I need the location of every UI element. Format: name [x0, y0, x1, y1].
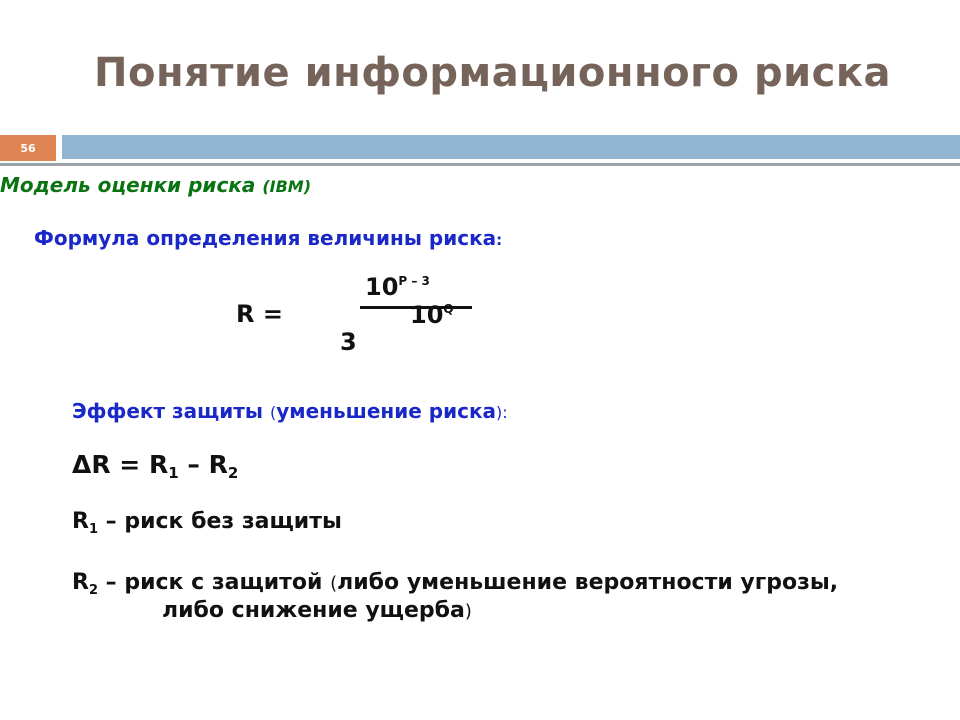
r1-definition	[72, 509, 342, 537]
r2-symbol: R	[72, 570, 89, 595]
effect-paren-open: (	[269, 403, 277, 422]
delta-sub2: 2	[227, 464, 239, 482]
r2-continuation	[162, 598, 472, 623]
formula-denominator-power	[410, 301, 454, 329]
delta-sub1: 1	[168, 464, 179, 482]
effect-heading	[72, 399, 508, 423]
effect-heading-inner: уменьшение риска	[276, 399, 497, 423]
r2-text2: либо уменьшение вероятности угрозы,	[337, 570, 839, 595]
formula-lhs: R =	[236, 300, 283, 328]
slide-title: Понятие информационного риска	[94, 50, 891, 96]
r2-definition	[72, 570, 838, 598]
r1-text: – риск без защиты	[98, 509, 342, 534]
delta-left: ΔR = R	[72, 450, 169, 479]
delta-formula	[72, 450, 238, 482]
formula-heading-text: Формула определения величины риска	[34, 226, 497, 250]
r2-text: – риск с защитой	[98, 570, 331, 595]
model-ibm: (IBM)	[262, 177, 312, 196]
r1-sub: 1	[88, 522, 98, 537]
r2-sub: 2	[88, 583, 98, 598]
numerator-exponent: P – 3	[398, 274, 430, 288]
formula-denominator-const: 3	[340, 328, 357, 356]
slide-number-badge: 56	[0, 135, 56, 161]
header-bar	[62, 135, 960, 159]
formula-heading	[34, 226, 502, 250]
header-divider	[0, 163, 960, 166]
r2-paren-open: (	[330, 573, 338, 594]
formula-numerator	[365, 273, 430, 301]
effect-colon: :	[502, 403, 508, 422]
denominator-exponent: Q	[443, 302, 454, 316]
r1-symbol: R	[72, 509, 89, 534]
effect-paren-close: )	[496, 403, 503, 422]
formula-heading-colon: :	[496, 231, 503, 249]
denominator-base: 10	[410, 301, 444, 329]
numerator-base: 10	[365, 273, 399, 301]
delta-mid: – R	[178, 450, 228, 479]
effect-heading-text: Эффект защиты	[72, 399, 270, 423]
model-heading	[0, 173, 311, 197]
r2-cont-text: либо снижение ущерба	[162, 598, 465, 623]
model-label: Модель оценки риска	[0, 173, 263, 197]
r2-paren-close: )	[464, 601, 472, 622]
